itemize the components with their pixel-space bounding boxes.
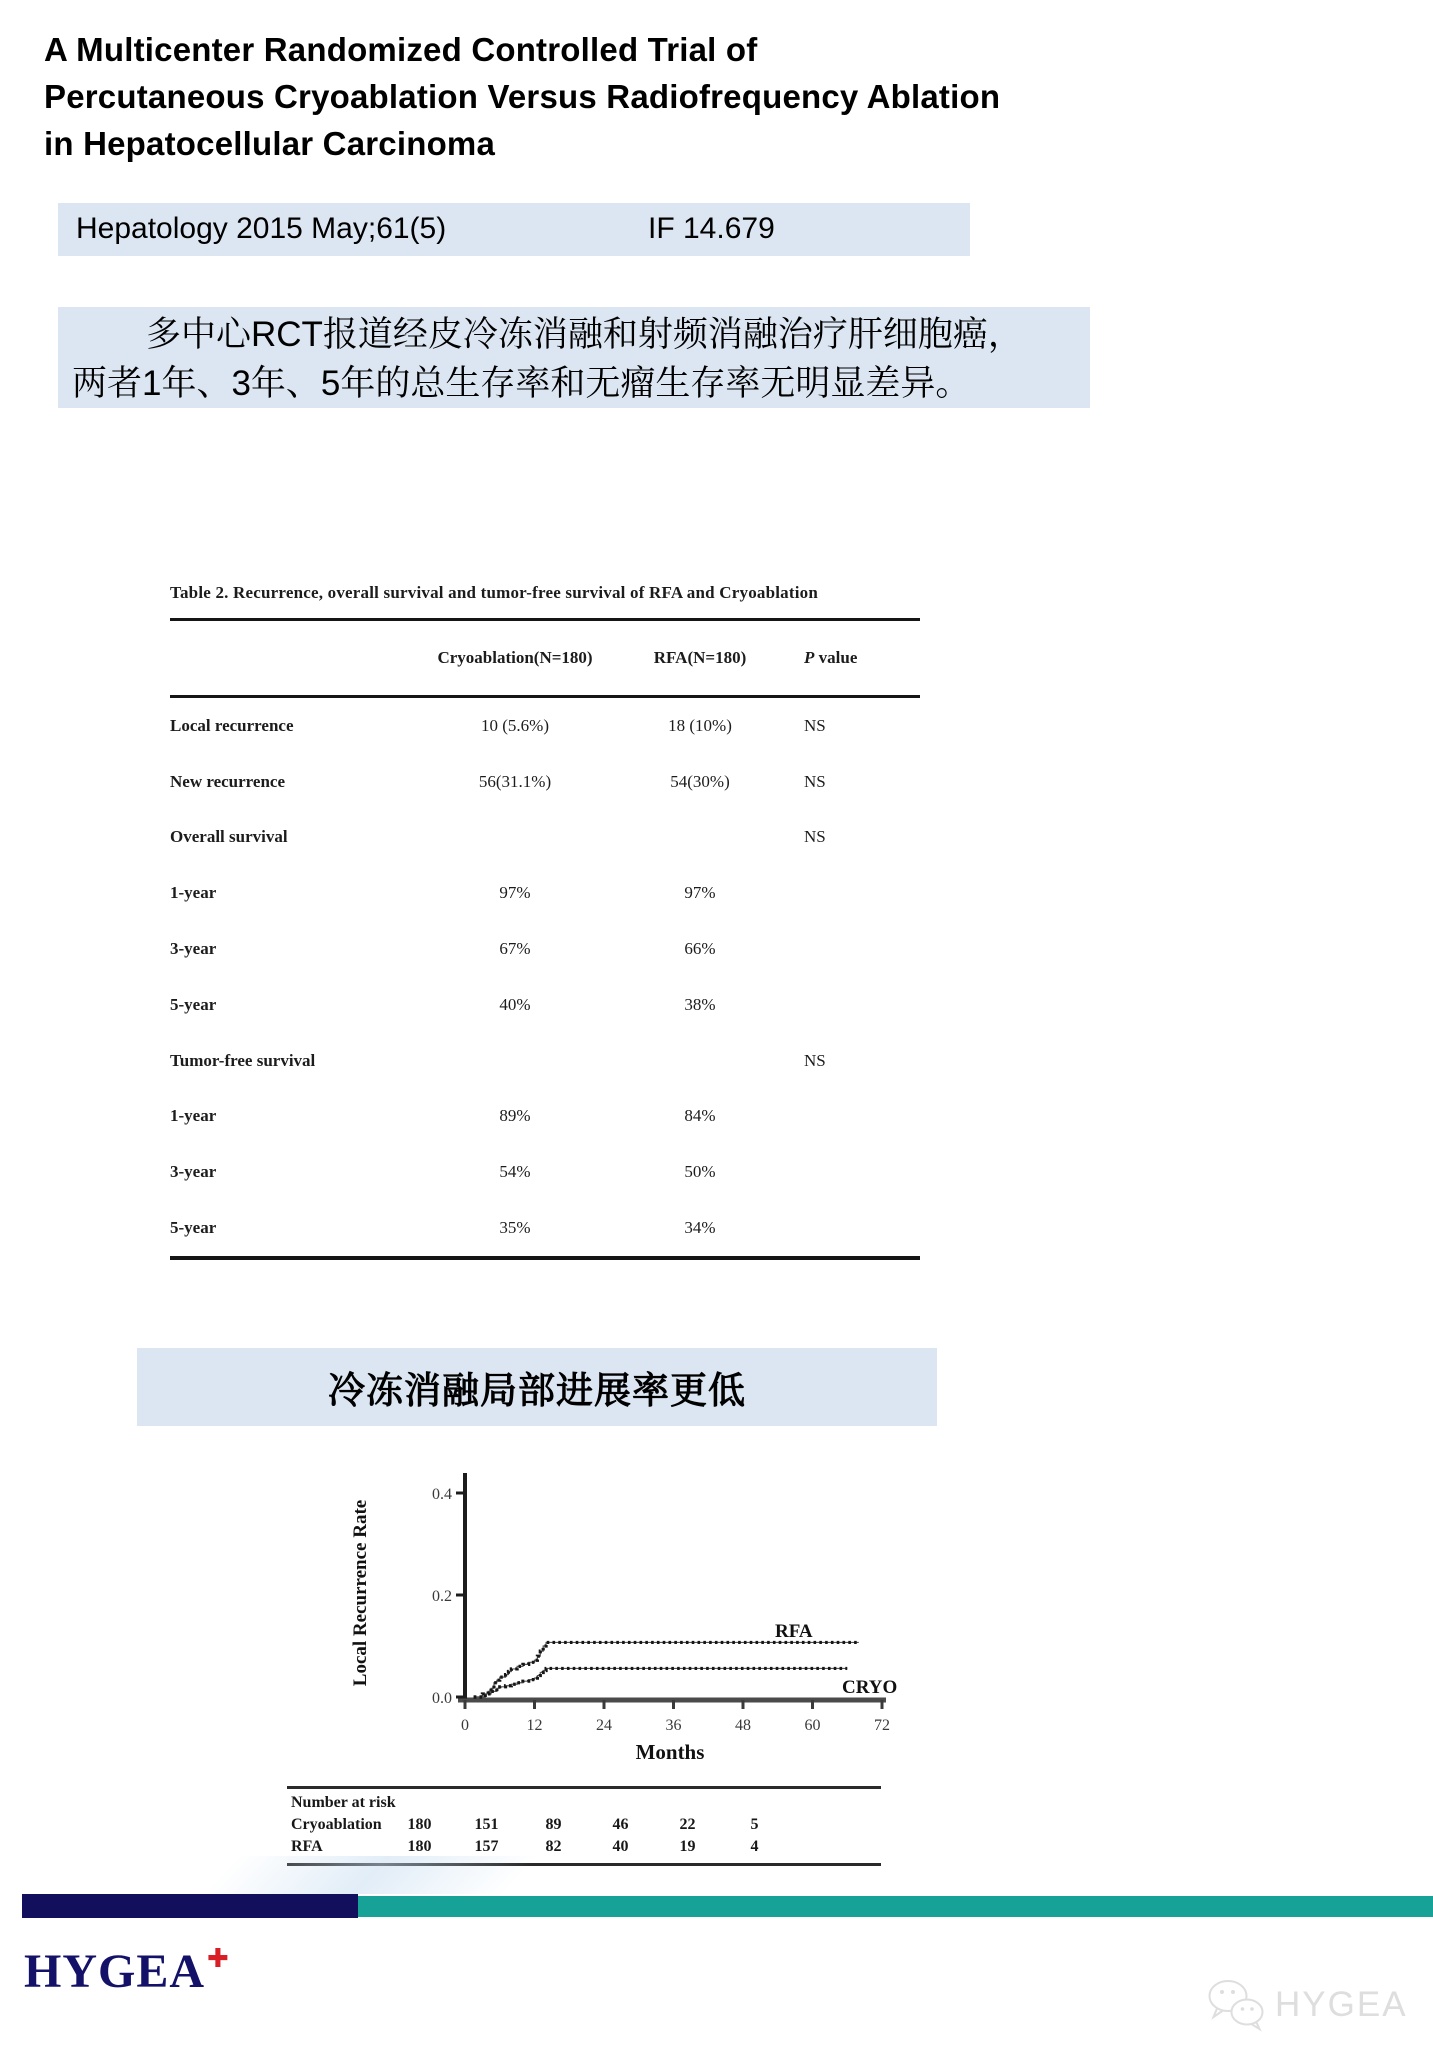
rfa-value: 66% — [684, 939, 716, 959]
hygea-logo-text: HYGEA — [24, 1945, 206, 1998]
x-tick-label: 0 — [461, 1717, 469, 1734]
slide-title-line3: in Hepatocellular Carcinoma — [44, 125, 496, 162]
row-label: 5-year — [170, 994, 217, 1014]
x-tick-label: 12 — [526, 1717, 543, 1734]
p-value: NS — [804, 771, 826, 791]
cryo-value: 56(31.1%) — [478, 771, 552, 791]
wechat-watermark — [1205, 1978, 1408, 2032]
row-label: 3-year — [170, 1162, 217, 1182]
table-row — [170, 1144, 920, 1200]
risk-count: 40 — [612, 1838, 629, 1855]
cryo-value: 10 (5.6%) — [481, 715, 549, 735]
x-tick-label: 36 — [665, 1717, 682, 1734]
risk-count: 4 — [750, 1838, 759, 1855]
risk-count: 89 — [545, 1816, 562, 1833]
table2-body — [170, 698, 920, 1260]
x-tick-label: 48 — [735, 1717, 751, 1734]
p-value: NS — [804, 715, 826, 735]
number-at-risk-table — [287, 1786, 881, 1866]
row-label: 1-year — [170, 883, 217, 903]
rfa-value: 50% — [684, 1162, 716, 1182]
red-cross-icon: ✚ — [207, 1944, 230, 1973]
risk-count: 46 — [612, 1816, 629, 1833]
rfa-value: 54(30%) — [670, 771, 730, 791]
recurrence-chart-svg — [330, 1445, 900, 1793]
cryo-value: 97% — [499, 883, 531, 903]
row-label: Overall survival — [170, 827, 288, 847]
survival-curve-cryo — [474, 1668, 848, 1697]
summary-box — [58, 307, 1090, 408]
row-label: Local recurrence — [170, 715, 294, 735]
cryo-value: 89% — [499, 1106, 531, 1126]
risk-count: 22 — [679, 1816, 696, 1833]
cryo-value: 35% — [499, 1218, 531, 1238]
table2-title: Table 2. Recurrence, overall survival and tumor-free survival of RFA and Cryoablation — [170, 583, 819, 602]
cryo-value: 54% — [499, 1162, 531, 1182]
p-value: NS — [804, 827, 826, 847]
table-row — [170, 698, 920, 754]
summary-line1: 多中心RCT报道经皮冷冻消融和射频消融治疗肝细胞癌， — [146, 315, 1023, 354]
footer-teal-bar — [358, 1896, 1433, 1917]
local-recurrence-chart — [330, 1445, 900, 1793]
risk-count: 180 — [407, 1838, 432, 1855]
watermark-text: HYGEA — [1275, 1985, 1408, 2024]
row-label: 5-year — [170, 1218, 217, 1238]
table-row — [170, 754, 920, 810]
cryo-value: 67% — [499, 939, 531, 959]
slide-title-line1: A Multicenter Randomized Controlled Trial of — [44, 31, 758, 68]
number-at-risk-row — [291, 1814, 881, 1836]
cryo-value: 40% — [499, 994, 531, 1014]
y-tick-label: 0.0 — [432, 1690, 452, 1707]
x-tick-label: 72 — [874, 1717, 890, 1734]
wechat-icon — [1205, 1978, 1269, 2032]
table-row — [170, 810, 920, 866]
risk-count: 82 — [545, 1838, 562, 1855]
slide-title — [44, 26, 1384, 167]
series-label-cryo: CRYO — [842, 1677, 898, 1698]
table-row — [170, 1033, 920, 1089]
section-header: 冷冻消融局部进展率更低 — [137, 1348, 937, 1426]
table2-header-rfa: RFA(N=180) — [653, 648, 747, 667]
table-row — [170, 921, 920, 977]
number-at-risk-header-row — [291, 1792, 881, 1814]
rfa-value: 97% — [684, 883, 716, 903]
series-label-rfa: RFA — [775, 1621, 813, 1642]
table2-header-pvalue: P value — [804, 648, 858, 667]
journal-bar — [58, 203, 970, 256]
rfa-value: 38% — [684, 994, 716, 1014]
table2 — [170, 583, 920, 1260]
row-label: New recurrence — [170, 771, 286, 791]
table2-header-cryo: Cryoablation(N=180) — [437, 648, 593, 667]
risk-row-label: Cryoablation — [291, 1816, 382, 1833]
summary-line2: 两者1年、3年、5年的总生存率和无瘤生存率无明显差异。 — [72, 364, 971, 403]
risk-count: 151 — [474, 1816, 499, 1833]
table-row — [170, 977, 920, 1033]
row-label: 3-year — [170, 939, 217, 959]
table-row — [170, 1200, 920, 1256]
risk-count: 157 — [474, 1838, 499, 1855]
hygea-logo — [24, 1944, 228, 1999]
rfa-value: 18 (10%) — [668, 715, 732, 735]
x-axis-title: Months — [635, 1740, 705, 1764]
y-tick-label: 0.4 — [432, 1486, 452, 1503]
risk-row-label: RFA — [291, 1838, 323, 1855]
footer-swoosh-decoration — [190, 1856, 590, 1894]
risk-count: 180 — [407, 1816, 432, 1833]
risk-count: 5 — [750, 1816, 759, 1833]
x-tick-label: 60 — [804, 1717, 821, 1734]
row-label: Tumor-free survival — [170, 1050, 316, 1070]
table-row — [170, 1089, 920, 1145]
table2-header-row — [170, 618, 920, 698]
number-at-risk-row — [291, 1836, 881, 1858]
impact-factor: IF 14.679 — [648, 212, 775, 245]
journal-citation: Hepatology 2015 May;61(5) — [76, 212, 447, 245]
risk-count: 19 — [679, 1838, 696, 1855]
number-at-risk-header: Number at risk — [291, 1794, 396, 1811]
table-row — [170, 865, 920, 921]
x-tick-label: 24 — [596, 1717, 612, 1734]
y-axis-title: Local Recurrence Rate — [350, 1499, 371, 1687]
slide-title-line2: Percutaneous Cryoablation Versus Radiofrequency Ablation — [44, 78, 1001, 115]
p-value: NS — [804, 1050, 826, 1070]
rfa-value: 34% — [684, 1218, 716, 1238]
row-label: 1-year — [170, 1106, 217, 1126]
y-tick-label: 0.2 — [432, 1588, 452, 1605]
footer-navy-bar — [22, 1894, 358, 1918]
rfa-value: 84% — [684, 1106, 716, 1126]
